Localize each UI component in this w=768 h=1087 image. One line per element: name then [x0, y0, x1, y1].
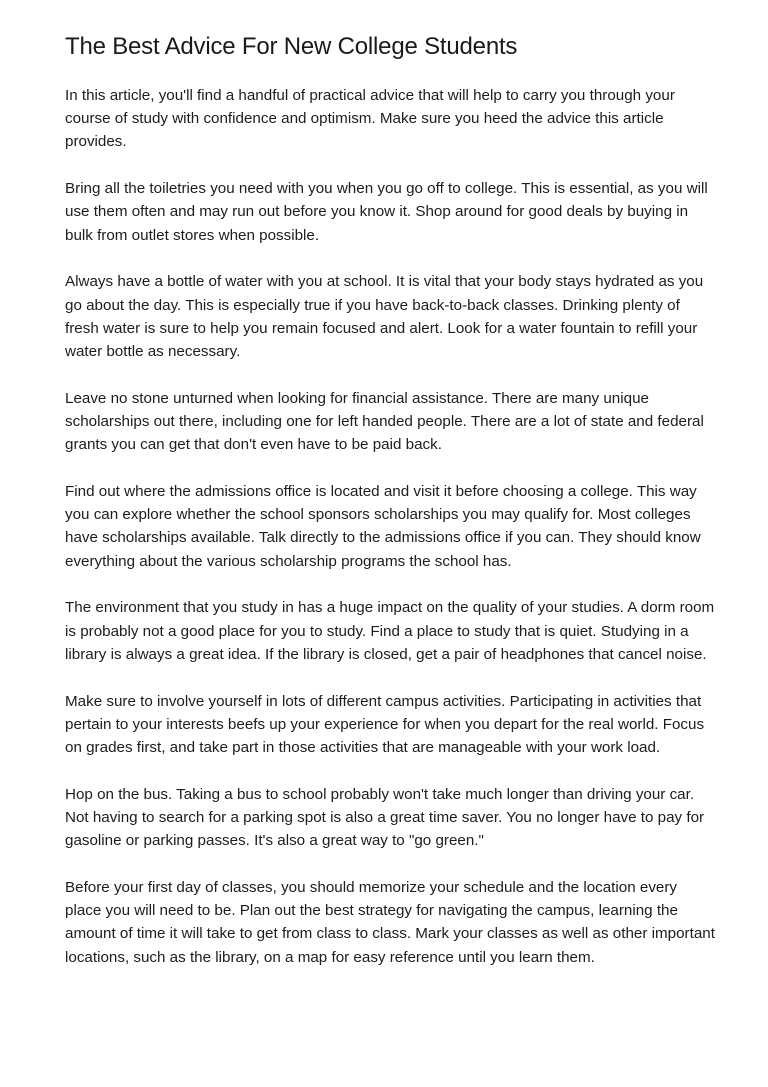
paragraph-schedule: Before your first day of classes, you should memorize your schedule and the location every place you will need to be. Plan out the best strategy for navigating the campus, learning the amount of time it will take to get from class to class. Mark your classes as well as other important locations, such as the library, on a map for easy reference until you learn them. — [65, 879, 715, 966]
document-page — [65, 30, 715, 969]
paragraph-financial-assistance: Leave no stone unturned when looking for financial assistance. There are many unique scholarships out there, including one for left handed people. There are a lot of state and federal grants you can get that don't even have to be paid back. — [65, 389, 704, 454]
paragraph-campus-activities: Make sure to involve yourself in lots of different campus activities. Participating in activities that pertain to your interests beefs up your experience for when you depart for the real world. Focus on grades first, and take part in those activities that are manageable with your work load. — [65, 692, 705, 757]
paragraph-intro: In this article, you'll find a handful of practical advice that will help to carry you through your course of study with confidence and optimism. Make sure you heed the advice this article provides. — [65, 87, 675, 151]
paragraph-admissions-office: Find out where the admissions office is located and visit it before choosing a college. This way you can explore whether the school sponsors scholarships you may qualify for. Most colleges have scholarships available. Talk directly to the admissions office if you can. They should know everything about the various scholarship programs the school has. — [65, 483, 701, 570]
paragraph-toiletries: Bring all the toiletries you need with you when you go off to college. This is essential, as you will use them often and may run out before you know it. Shop around for good deals by buying in bulk from outlet stores when possible. — [65, 180, 708, 244]
paragraph-water: Always have a bottle of water with you at school. It is vital that your body stays hydrated as you go about the day. This is especially true if you have back-to-back classes. Drinking plenty of fresh water is sure to help you remain focused and alert. Look for a water fountain to refill your water bottle as necessary. — [65, 273, 704, 361]
document-title: The Best Advice For New College Students — [65, 33, 518, 60]
paragraph-bus: Hop on the bus. Taking a bus to school probably won't take much longer than driving your car. Not having to search for a parking spot is also a great time saver. You no longer have to pay for gasoline or parking passes. It's also a great way to "go green." — [65, 785, 705, 850]
paragraph-study-environment: The environment that you study in has a huge impact on the quality of your studies. A dorm room is probably not a good place for you to study. Find a place to study that is quiet. Studying in a library is always a great idea. If the library is closed, get a pair of headphones that cancel noise. — [65, 599, 715, 663]
